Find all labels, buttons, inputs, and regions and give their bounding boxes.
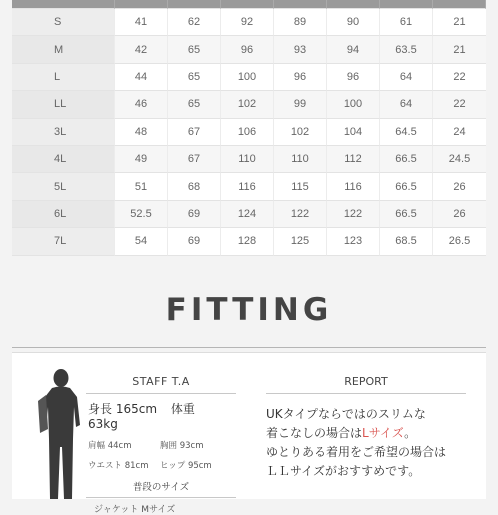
table-cell: 116	[221, 173, 274, 200]
size-label: 4L	[12, 146, 115, 173]
table-cell: 26	[433, 201, 486, 228]
table-cell: 116	[327, 173, 380, 200]
table-cell: 65	[168, 36, 221, 63]
table-cell: 96	[221, 36, 274, 63]
table-cell: 22	[433, 64, 486, 91]
size-label: LL	[12, 91, 115, 118]
table-cell: 65	[168, 64, 221, 91]
table-cell: 96	[274, 64, 327, 91]
header-cell	[115, 0, 168, 9]
table-row	[12, 91, 486, 118]
size-label: 6L	[12, 201, 115, 228]
size-label: L	[12, 64, 115, 91]
size-label: M	[12, 36, 115, 63]
report-title: REPORT	[266, 375, 466, 394]
report-line: ＬＬサイズがおすすめです。	[266, 464, 421, 478]
table-cell: 115	[274, 173, 327, 200]
table-row	[12, 9, 486, 36]
table-row	[12, 64, 486, 91]
table-row	[12, 228, 486, 255]
table-cell: 110	[274, 146, 327, 173]
table-cell: 41	[115, 9, 168, 36]
size-label: S	[12, 9, 115, 36]
table-cell: 52.5	[115, 201, 168, 228]
table-cell: 110	[221, 146, 274, 173]
usual-size-title: 普段のサイズ	[86, 479, 236, 498]
table-cell: 112	[327, 146, 380, 173]
table-cell: 48	[115, 119, 168, 146]
table-cell: 124	[221, 201, 274, 228]
table-cell: 122	[274, 201, 327, 228]
report-highlight: Lサイズ	[362, 426, 405, 440]
table-cell: 26	[433, 173, 486, 200]
size-table-body	[12, 9, 486, 256]
header-cell	[168, 0, 221, 9]
staff-silhouette-icon	[30, 367, 92, 499]
fitting-title: FITTING	[165, 292, 333, 328]
table-cell: 66.5	[380, 173, 433, 200]
table-cell: 106	[221, 119, 274, 146]
table-cell: 69	[168, 201, 221, 228]
staff-sub-stats	[86, 439, 236, 471]
table-row	[12, 173, 486, 200]
table-cell: 68	[168, 173, 221, 200]
staff-name: STAFF T.A	[86, 375, 236, 394]
table-cell: 49	[115, 146, 168, 173]
table-cell: 54	[115, 228, 168, 255]
table-cell: 90	[327, 9, 380, 36]
table-cell: 42	[115, 36, 168, 63]
table-cell: 66.5	[380, 201, 433, 228]
report-line	[266, 424, 466, 443]
table-cell: 100	[221, 64, 274, 91]
table-cell: 22	[433, 91, 486, 118]
table-cell: 96	[327, 64, 380, 91]
staff-height: 身長 165cm	[88, 402, 158, 416]
table-cell: 128	[221, 228, 274, 255]
report-line-text: 。	[404, 426, 417, 440]
report-line: ゆとりある着用をご希望の場合は	[266, 445, 447, 459]
staff-chest: 胸囲 93cm	[160, 441, 204, 451]
table-cell: 102	[221, 91, 274, 118]
table-cell: 67	[168, 146, 221, 173]
table-cell: 92	[221, 9, 274, 36]
report-line-text: 着こなしの場合は	[266, 426, 363, 440]
table-row	[12, 36, 486, 63]
table-cell: 46	[115, 91, 168, 118]
table-cell: 61	[380, 9, 433, 36]
report-line: UKタイプならではのスリムな	[266, 407, 426, 421]
table-cell: 64.5	[380, 119, 433, 146]
fitting-panel	[12, 352, 486, 515]
table-cell: 104	[327, 119, 380, 146]
table-cell: 125	[274, 228, 327, 255]
table-cell: 102	[274, 119, 327, 146]
table-row	[12, 201, 486, 228]
size-label: 5L	[12, 173, 115, 200]
table-cell: 51	[115, 173, 168, 200]
size-label: 3L	[12, 119, 115, 146]
table-cell: 69	[168, 228, 221, 255]
table-cell: 63.5	[380, 36, 433, 63]
table-cell: 62	[168, 9, 221, 36]
table-cell: 93	[274, 36, 327, 63]
table-cell: 123	[327, 228, 380, 255]
table-cell: 21	[433, 9, 486, 36]
table-cell: 24	[433, 119, 486, 146]
table-cell: 89	[274, 9, 327, 36]
size-table	[12, 0, 486, 256]
table-row	[12, 146, 486, 173]
table-header-row	[12, 0, 486, 9]
staff-hip: ヒップ 95cm	[160, 461, 212, 471]
header-cell	[12, 0, 115, 9]
staff-main-stats	[86, 400, 236, 431]
header-cell	[380, 0, 433, 9]
table-cell: 100	[327, 91, 380, 118]
header-cell	[221, 0, 274, 9]
table-cell: 65	[168, 91, 221, 118]
table-cell: 26.5	[433, 228, 486, 255]
table-cell: 44	[115, 64, 168, 91]
table-cell: 99	[274, 91, 327, 118]
header-cell	[433, 0, 486, 9]
table-cell: 21	[433, 36, 486, 63]
staff-weight: 体重 63kg	[88, 402, 195, 431]
table-cell: 24.5	[433, 146, 486, 173]
header-cell	[327, 0, 380, 9]
staff-info	[86, 375, 236, 515]
table-cell: 64	[380, 64, 433, 91]
table-cell: 64	[380, 91, 433, 118]
size-label: 7L	[12, 228, 115, 255]
section-divider	[12, 347, 486, 348]
table-cell: 68.5	[380, 228, 433, 255]
staff-waist: ウエスト 81cm	[88, 461, 149, 471]
report-box	[266, 375, 466, 481]
table-row	[12, 119, 486, 146]
table-cell: 122	[327, 201, 380, 228]
usual-size-value: ジャケット Mサイズ	[94, 505, 176, 515]
header-cell	[274, 0, 327, 9]
staff-shoulder: 肩幅 44cm	[88, 441, 132, 451]
table-cell: 66.5	[380, 146, 433, 173]
report-text	[266, 405, 466, 481]
table-cell: 67	[168, 119, 221, 146]
table-cell: 94	[327, 36, 380, 63]
